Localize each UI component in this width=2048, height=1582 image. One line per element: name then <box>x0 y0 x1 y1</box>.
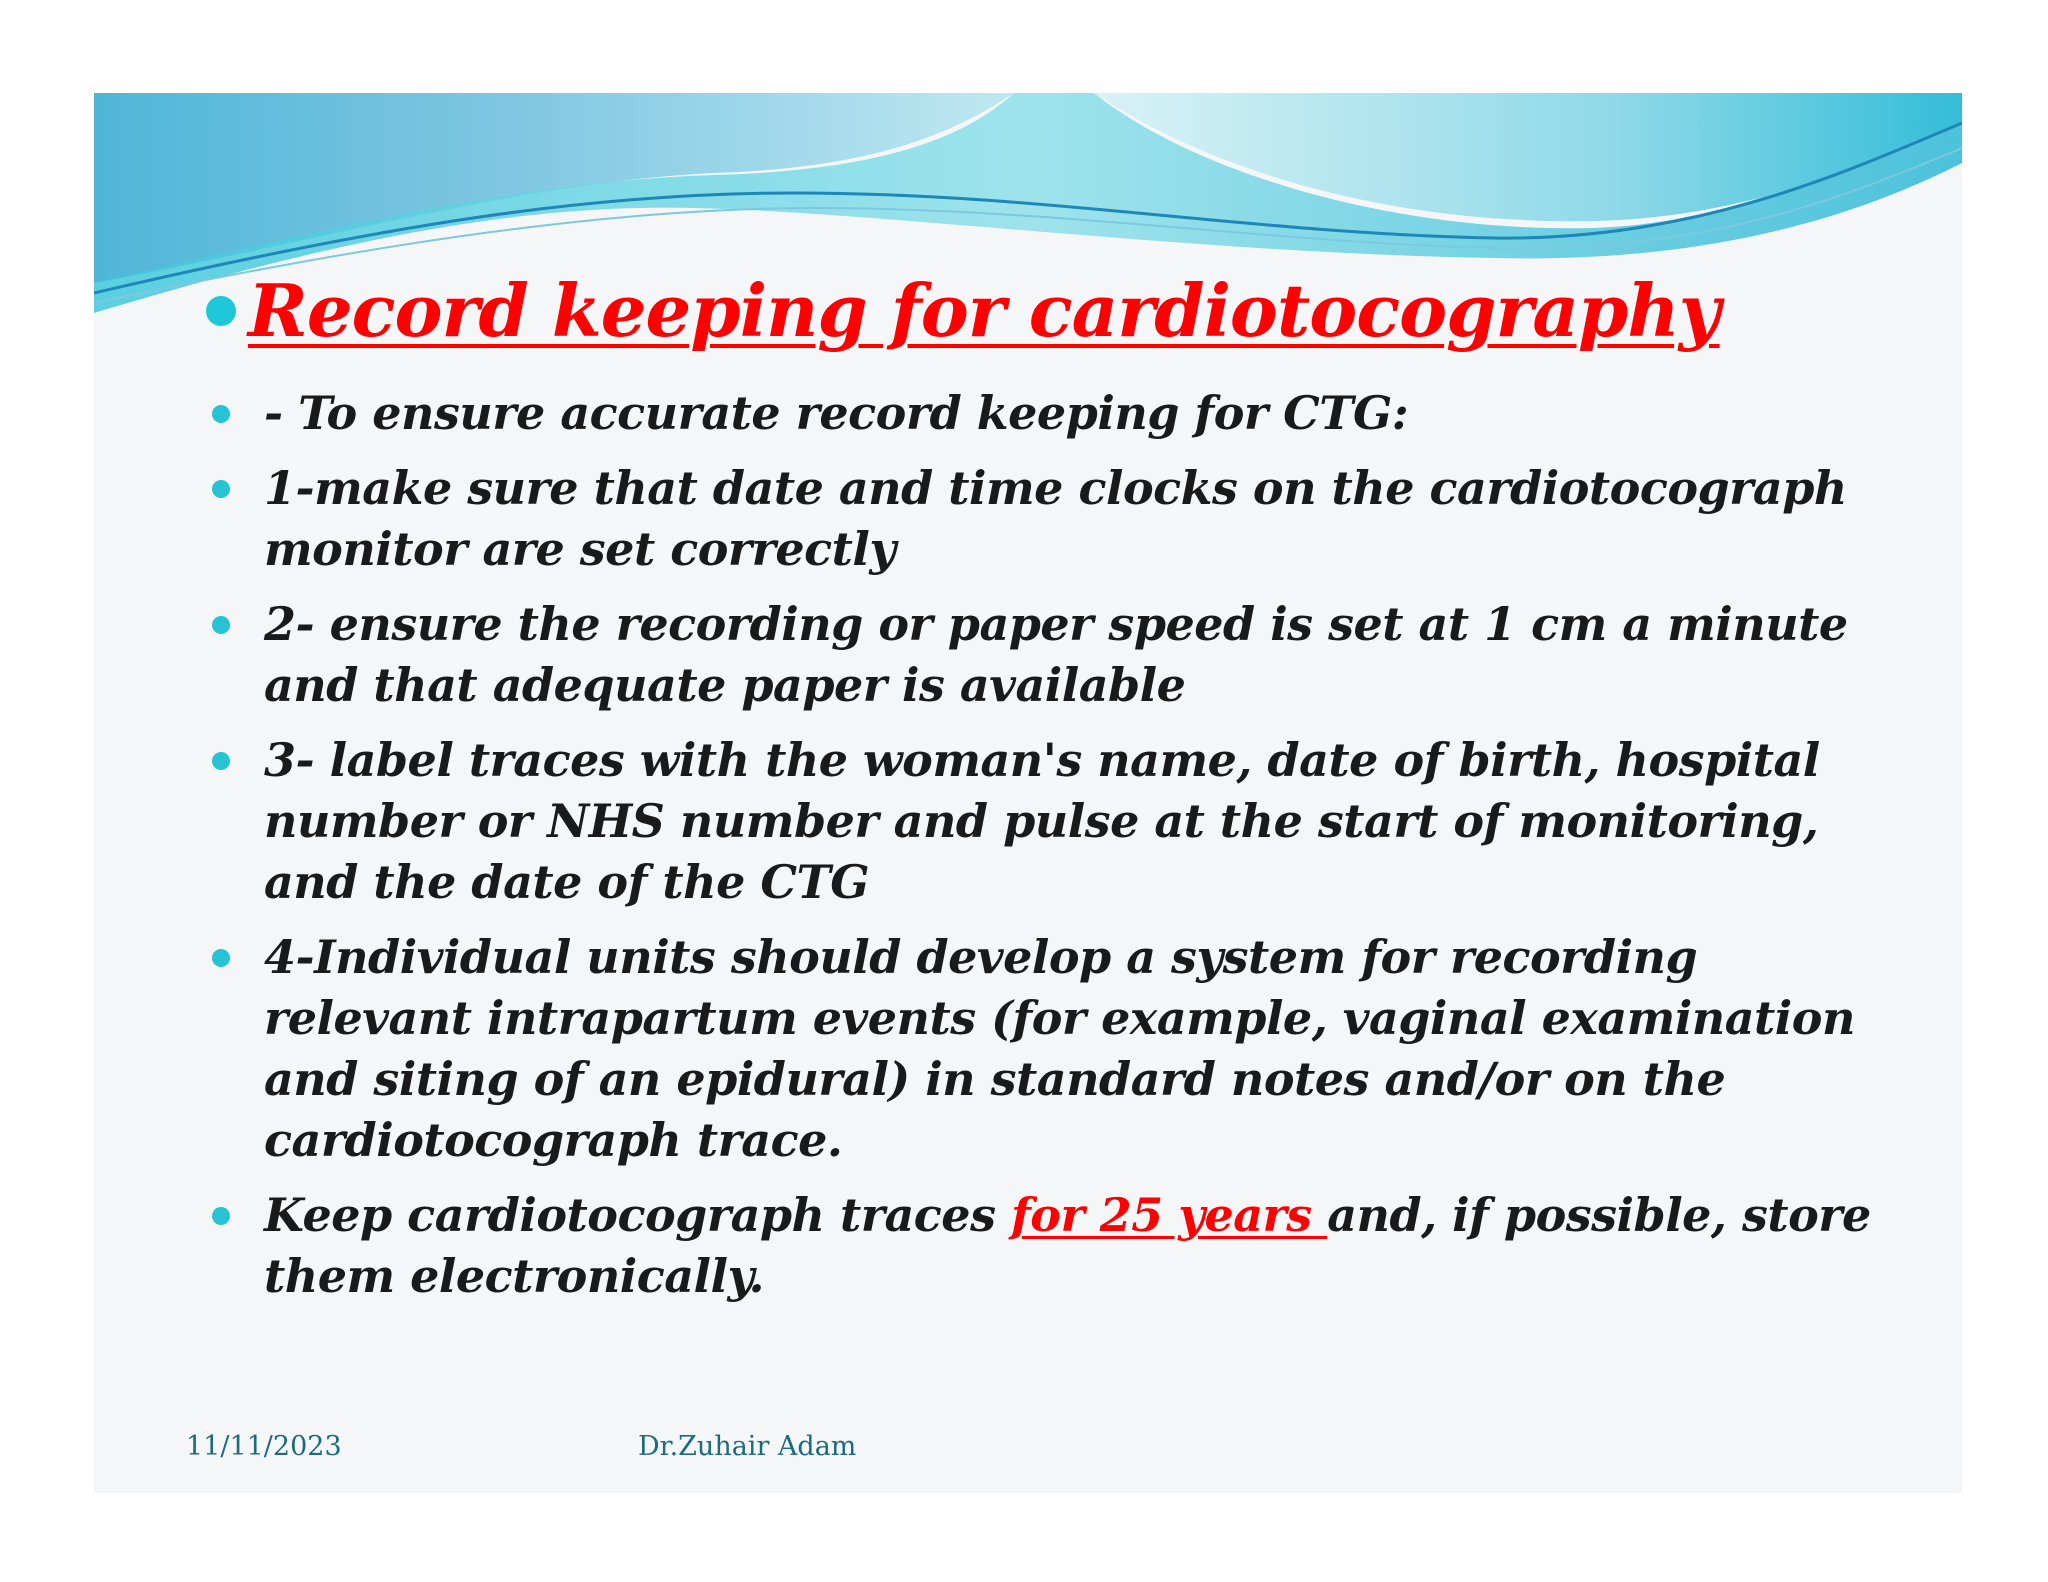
footer-author: Dr.Zuhair Adam <box>638 1431 857 1462</box>
bullet-text: 4-Individual units should develop a system for recording relevant intrapartum events (for example, vaginal examination and siting of an epidural) in standard notes and/or on the cardiotocograph trace. <box>264 930 1855 1167</box>
footer-date: 11/11/2023 <box>186 1431 342 1462</box>
bullet-dot-icon <box>212 405 230 423</box>
slide-title-row <box>206 268 1720 353</box>
bullet-dot-icon <box>212 1207 230 1225</box>
bullet-item <box>212 1185 1912 1307</box>
slide-title: Record keeping for cardiotocography <box>248 268 1720 353</box>
title-bullet-icon <box>206 296 236 326</box>
bullet-item <box>212 730 1912 913</box>
bullet-text-before: Keep cardiotocograph traces <box>264 1188 1011 1242</box>
bullet-dot-icon <box>212 616 230 634</box>
bullet-text: 3- label traces with the woman's name, date of birth, hospital number or NHS number and pulse at the start of monitoring, and the date of the CTG <box>264 733 1820 909</box>
bullet-text-after: and, if possible, store them electronically. <box>264 1188 1871 1303</box>
bullet-dot-icon <box>212 949 230 967</box>
retention-period-highlight: for 25 years <box>1010 1188 1328 1242</box>
slide <box>94 93 1962 1493</box>
bullet-item <box>212 594 1912 716</box>
bullet-list <box>212 383 1912 1321</box>
bullet-text: - To ensure accurate record keeping for CTG: <box>264 386 1409 440</box>
bullet-text: 2- ensure the recording or paper speed is set at 1 cm a minute and that adequate paper is available <box>264 597 1848 712</box>
bullet-text: 1-make sure that date and time clocks on the cardiotocograph monitor are set correctly <box>264 461 1847 576</box>
bullet-item <box>212 927 1912 1171</box>
bullet-dot-icon <box>212 480 230 498</box>
bullet-item <box>212 458 1912 580</box>
bullet-item <box>212 383 1912 444</box>
bullet-dot-icon <box>212 752 230 770</box>
